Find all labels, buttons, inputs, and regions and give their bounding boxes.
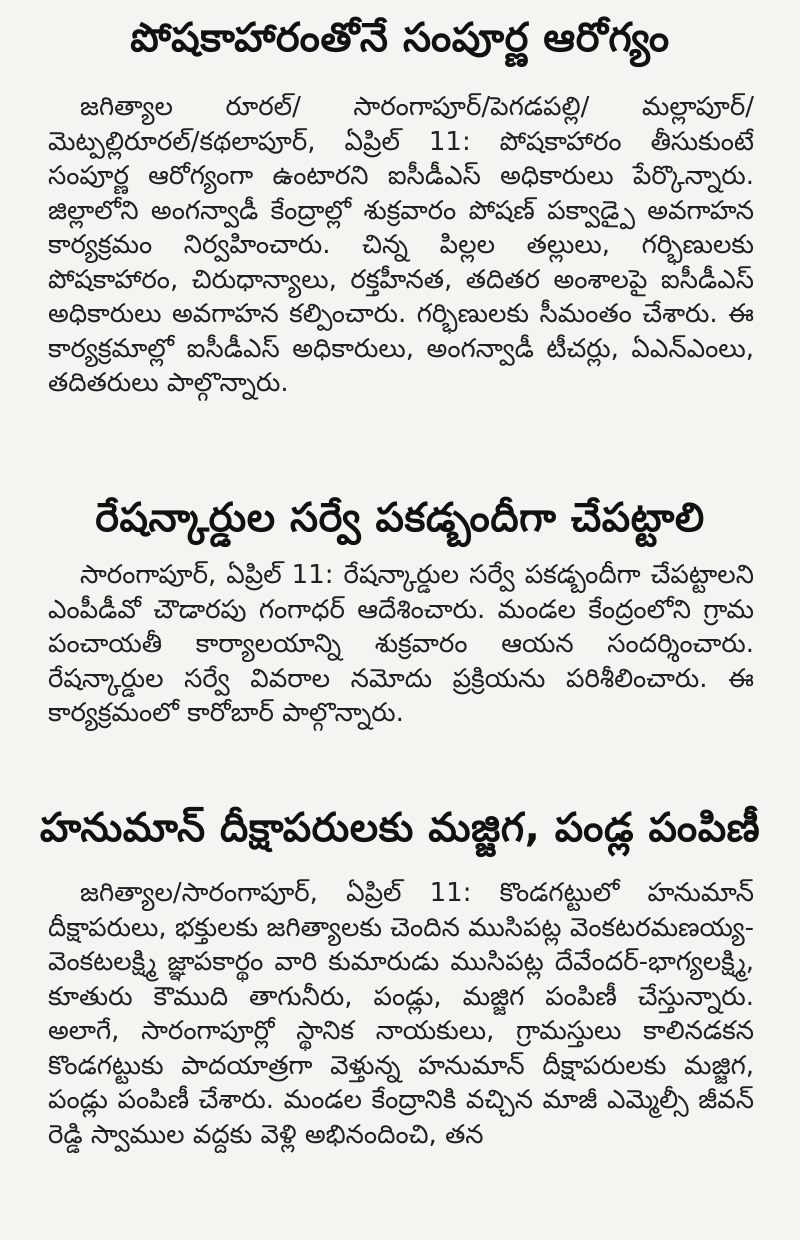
article-body: జగిత్యాల రూరల్/ సారంగాపూర్/పెగడపల్లి/ మల్లాపూర్/మెట్పల్లిరూరల్/కథలాపూర్, ఏప్రిల్ 11: పోషకాహారం తీసుకుంటే సంపూర్ణ ఆరోగ్యంగా ఉంటారని ఐసీడీఎస్ అధికారులు పేర్కొన్నారు. జిల్లాలోని అంగన్వాడీ కేంద్రాల్లో శుక్రవారం పోషణ్ పక్వాడ్పై అవగాహన కార్యక్రమం నిర్వహించారు. చిన్న పిల్లల తల్లులు, గర్భిణులకు పోషకాహారం, చిరుధాన్యాలు, రక్తహీనత, తదితర అంశాలపై ఐసీడీఎస్ అధికారులు అవగాహన కల్పించారు. గర్భిణులకు సీమంతం చేశారు. ఈ కార్యక్రమాల్లో ఐసీడీఎస్ అధికారులు, అంగన్వాడీ టీచర్లు, ఏఎన్ఎంలు, తదితరులు పాల్గొన్నారు. — [48, 92, 754, 398]
article-ration-card-survey — [0, 488, 800, 731]
article-hanuman-devotees — [0, 798, 800, 1152]
article-nutrition — [0, 8, 800, 401]
article-headline: రేషన్కార్డుల సర్వే పకడ్బందీగా చేపట్టాలి — [95, 495, 705, 541]
article-body: సారంగాపూర్, ఏప్రిల్ 11: రేషన్కార్డుల సర్వే పకడ్బందీగా చేపట్టాలని ఎంపీడీవో చౌడారపు గంగాధర్ ఆదేశించారు. మండల కేంద్రంలోని గ్రామ పంచాయతీ కార్యాలయాన్ని శుక్రవారం ఆయన సందర్శించారు. రేషన్కార్డుల సర్వే వివరాల నమోదు ప్రక్రియను పరిశీలించారు. ఈ కార్యక్రమంలో కారోబార్ పాల్గొన్నారు. — [48, 560, 754, 728]
article-headline: హనుమాన్ దీక్షాపరులకు మజ్జిగ, పండ్ల పంపిణీ — [39, 805, 761, 851]
article-headline: పోషకాహారంతోనే సంపూర్ణ ఆరోగ్యం — [130, 15, 670, 61]
article-body: జగిత్యాల/సారంగాపూర్, ఏప్రిల్ 11: కొండగట్టులో హనుమాన్ దీక్షాపరులు, భక్తులకు జగిత్యాలకు చెందిన ముసిపట్ల వెంకటరమణయ్య-వెంకటలక్ష్మి జ్ఞాపకార్థం వారి కుమారుడు ముసిపట్ల దేవేందర్-భాగ్యలక్ష్మి, కూతురు కౌముది తాగునీరు, పండ్లు, మజ్జిగ పంపిణీ చేస్తున్నారు. అలాగే, సారంగాపూర్లో స్థానిక నాయకులు, గ్రామస్తులు కాలినడకన కొండగట్టుకు పాదయాత్రగా వెళ్తున్న హనుమాన్ దీక్షాపరులకు మజ్జిగ, పండ్లు పంపిణీ చేశారు. మండల కేంద్రానికి వచ్చిన మాజీ ఎమ్మెల్సీ జీవన్ రెడ్డి స్వాముల వద్దకు వెళ్లి అభినందించి, తన — [48, 878, 754, 1150]
